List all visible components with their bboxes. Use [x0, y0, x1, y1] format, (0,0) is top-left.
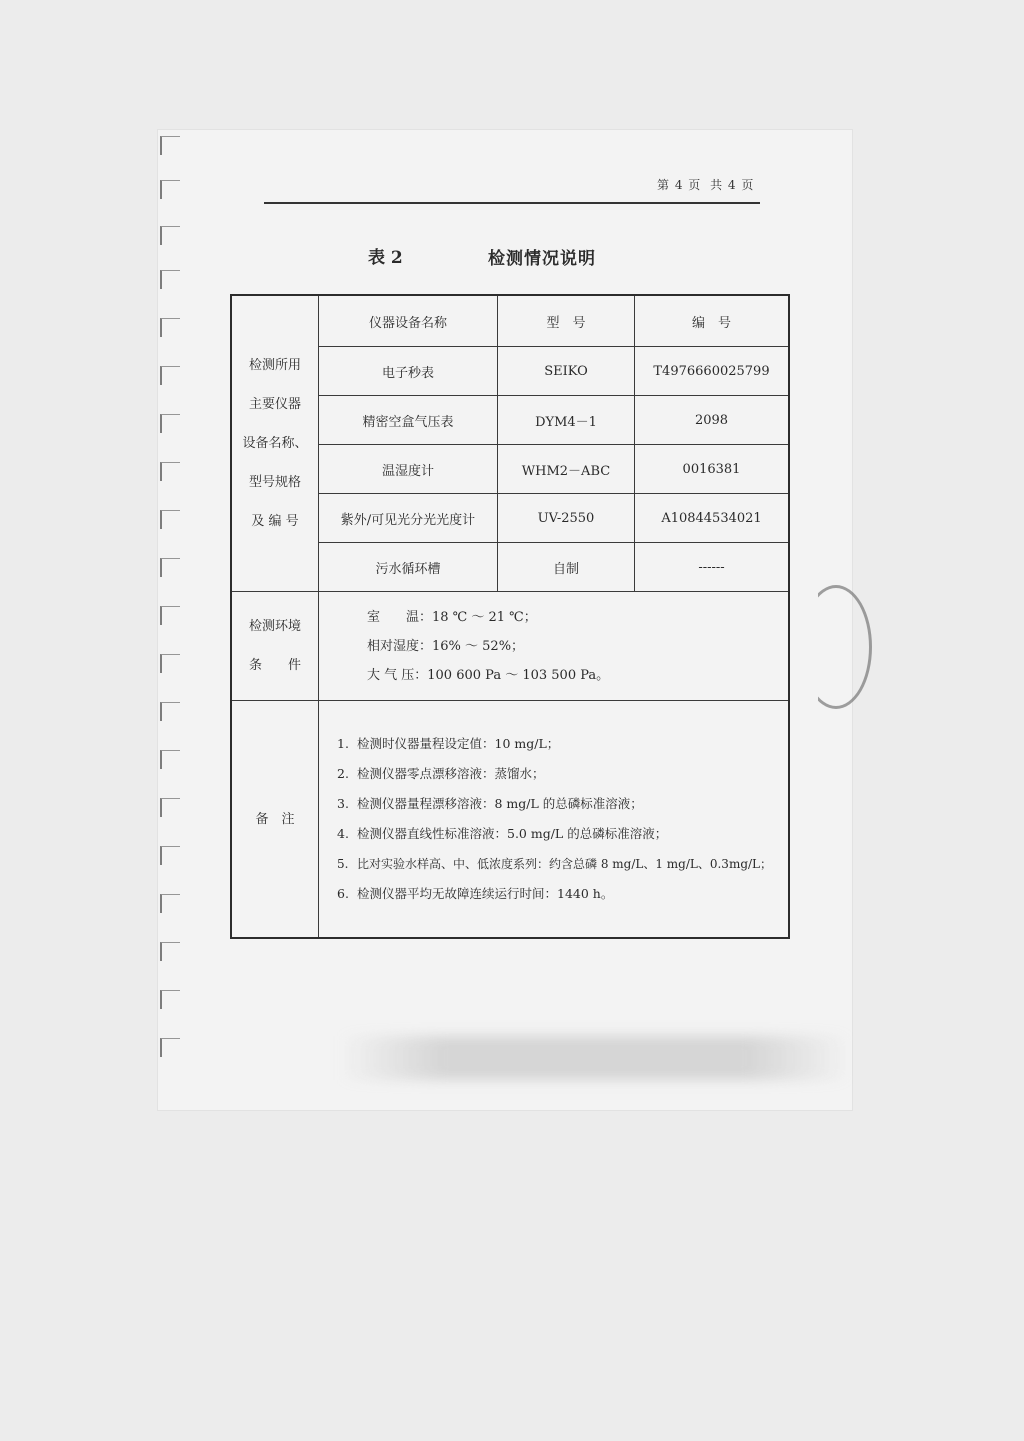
environment-humidity: 相对湿度：16% ～ 52%；	[367, 638, 525, 654]
table-title: 检测情况说明	[488, 249, 596, 269]
equipment-serial: ------	[635, 543, 790, 592]
environment-label-line: 检测环境	[248, 619, 301, 634]
equipment-model: 自制	[498, 543, 635, 592]
list-item: 2. 检测仪器零点漂移溶液：蒸馏水；	[337, 766, 545, 781]
list-item: 1. 检测时仪器量程设定值：10 mg/L；	[337, 736, 560, 751]
equipment-serial: T4976660025799	[635, 347, 790, 396]
equipment-header-row	[231, 295, 789, 347]
equipment-model: WHM2－ABC	[498, 445, 635, 494]
environment-row	[231, 592, 789, 701]
header-rule	[264, 202, 760, 204]
column-header-serial: 编 号	[635, 295, 790, 347]
page-number: 第 4 页	[657, 178, 702, 192]
equipment-label-line: 型号规格	[248, 475, 301, 490]
equipment-label-line: 及 编 号	[251, 514, 299, 529]
equipment-serial: A10844534021	[635, 494, 790, 543]
environment-temperature: 室 温：18 ℃ ～ 21 ℃；	[367, 609, 537, 625]
equipment-serial: 0016381	[635, 445, 790, 494]
page-total: 共 4 页	[710, 178, 755, 192]
environment-conditions	[319, 592, 790, 701]
inspection-table	[230, 294, 790, 939]
equipment-serial: 2098	[635, 396, 790, 445]
equipment-label-line: 检测所用	[248, 358, 301, 373]
equipment-name: 紫外/可见光分光光度计	[319, 494, 498, 543]
equipment-label-line: 主要仪器	[248, 397, 301, 412]
remarks-row	[231, 701, 789, 939]
remarks-list	[319, 701, 790, 939]
environment-label-cell	[231, 592, 319, 701]
equipment-name: 电子秒表	[319, 347, 498, 396]
equipment-label-line: 设备名称、	[242, 436, 308, 451]
column-header-name: 仪器设备名称	[319, 295, 498, 347]
column-header-model: 型 号	[498, 295, 635, 347]
list-item: 6. 检测仪器平均无故障连续运行时间：1440 h。	[337, 886, 614, 901]
environment-pressure: 大 气 压：100 600 Pa ～ 103 500 Pa。	[367, 667, 610, 683]
list-item: 4. 检测仪器直线性标准溶液：5.0 mg/L 的总磷标准溶液；	[337, 826, 668, 841]
list-item: 3. 检测仪器量程漂移溶液：8 mg/L 的总磷标准溶液；	[337, 796, 643, 811]
equipment-name: 精密空盒气压表	[319, 396, 498, 445]
equipment-model: SEIKO	[498, 347, 635, 396]
scan-shadow	[340, 1036, 850, 1080]
equipment-label-cell	[231, 295, 319, 592]
equipment-model: UV-2550	[498, 494, 635, 543]
binding-marks	[160, 130, 190, 1090]
table-number: 表 2	[368, 248, 403, 268]
equipment-name: 污水循环槽	[319, 543, 498, 592]
environment-label-line: 条 件	[248, 658, 301, 673]
remarks-label: 备 注	[231, 701, 319, 939]
list-item: 5. 比对实验水样高、中、低浓度系列：约含总磷 8 mg/L、1 mg/L、0.3mg/L；	[337, 857, 773, 871]
page-indicator	[657, 176, 758, 193]
equipment-name: 温湿度计	[319, 445, 498, 494]
equipment-model: DYM4－1	[498, 396, 635, 445]
